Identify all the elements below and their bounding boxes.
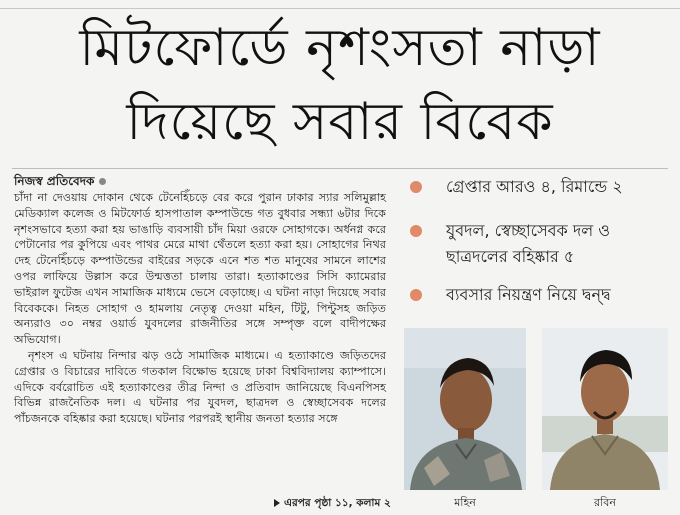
portrait-photo-mohin — [404, 328, 526, 490]
article-line: ভাইরাল ফুটেজ এখন সামাজিক মাধ্যমে ভেসে বেড়াচ্ছে। এ ঘটনা — [14, 285, 299, 299]
person-portrait-icon — [542, 328, 668, 490]
photo-caption: মহিন — [454, 496, 476, 509]
headline-line-1: মিটফোর্ডে নৃশংসতা নাড়া — [79, 18, 601, 78]
bullet-dot-icon — [410, 181, 422, 193]
byline-dot-icon — [99, 178, 106, 185]
article-line: বিভিন্ন রাজনৈতিক দল। এ ঘটনার পর যুবদল, ছাত্রদল ও — [14, 396, 295, 410]
article-body — [14, 190, 386, 427]
article-line: যুবদলের রাজনীতির সঙ্গে সম্পৃক্ত বলে বাদীপক্ষের অভিযোগ। — [14, 317, 386, 347]
highlight-text: গ্রেপ্তার আরও ৪, রিমান্ডে ২ — [446, 177, 623, 196]
article-paragraph-2 — [14, 348, 386, 427]
article-line: ঢাকার স্যার সলিমুল্লাহ মেডিক্যাল কলেজ ও মিটফোর্ড হাসপাতাল — [14, 191, 386, 220]
article-line: পেটানোর পর কুপিয়ে এবং পাথর মেরে মাথা থেঁতলে হত্যা করা — [14, 238, 292, 252]
byline-text: নিজস্ব প্রতিবেদক — [14, 174, 95, 188]
continued-text: এরপর পৃষ্ঠা ১১, কলাম ২ — [284, 497, 391, 509]
divider — [12, 168, 668, 169]
article-line: দেওয়া মহিন, টিটু, পিন্টুসহ জড়িত অন্যরাও ৩০ নম্বর ওয়ার্ড — [14, 301, 386, 331]
article-line: সড়কে এনে শত শত মানুষের সামনে লাশের ওপর লাফিয়ে — [14, 254, 386, 283]
highlight-text: ব্যবসার নিয়ন্ত্রণ নিয়ে দ্বন্দ্ব — [446, 285, 611, 304]
highlight-text-line-1: যুবদল, স্বেচ্ছাসেবক দল ও — [446, 221, 611, 240]
article-line: হত্যাকাণ্ডে জড়িতদের গ্রেপ্তার ও বিচারের দাবিতে গতকাল — [14, 348, 386, 378]
triangle-right-icon — [274, 499, 280, 507]
article-line: কম্পাউন্ডে গত বুধবার সন্ধ্যা ৬টার দিকে নৃশংসভাবে হত্যা করা — [14, 206, 386, 236]
headline-line-2: দিয়েছে সবার বিবেক — [126, 92, 554, 152]
article-line: স্বেচ্ছাসেবক দলের পাঁচজনকে বহিষ্কার করা হয়েছে। ঘটনার — [14, 396, 386, 426]
highlight-text-line-2: ছাত্রদলের বহিষ্কার ৫ — [446, 247, 575, 266]
top-strip-cropped-text — [0, 0, 680, 9]
article-line: হয়। সোহাগের নিথর দেহ টেনেহিঁচড়ে কম্পাউন্ডের বাইরের — [14, 238, 386, 268]
bullet-dot-icon — [410, 289, 422, 301]
article-line: বিক্ষোভ হয়েছে ঢাকা বিশ্ববিদ্যালয় ক্যাম্পাসে। এদিকে বর্বরোচিত — [14, 364, 386, 394]
person-portrait-icon — [404, 328, 526, 490]
article-line: নাড়া দিয়েছে সবার বিবেককে। নিহত সোহাগ ও হামলায় নেতৃত্ব — [14, 285, 387, 315]
portrait-photo-robin — [542, 328, 668, 490]
bullet-dot-icon — [410, 225, 422, 237]
highlight-text — [446, 218, 610, 270]
article-paragraph-1 — [14, 190, 386, 348]
continued-link[interactable] — [274, 496, 391, 513]
article-line: পরপরই স্থানীয় জনতা হত্যার সঙ্গে — [188, 412, 338, 426]
article-line: উল্লাস করে উন্মত্ততা চালায় তারা। হত্যাকাণ্ডের সিসি ক্যামেরার — [84, 269, 386, 283]
article-line: নৃশংস এ ঘটনায় নিন্দার ঝড় ওঠে সামাজিক মাধ্যমে। এ — [28, 348, 283, 362]
photo-caption: রবিন — [594, 496, 616, 509]
article-line: এই হত্যাকাণ্ডের তীব্র নিন্দা ও প্রতিবাদ জানিয়েছে বিএনপিসহ — [99, 380, 386, 394]
article-line: চাঁদা না দেওয়ায় দোকান থেকে টেনেহিঁচড়ে বের করে পুরান — [14, 191, 282, 204]
article-line: হয় ভাঙাড়ি ব্যবসায়ী চাঁদ মিয়া ওরফে সোহাগকে। অর্ধনগ্ন করে — [112, 222, 386, 236]
